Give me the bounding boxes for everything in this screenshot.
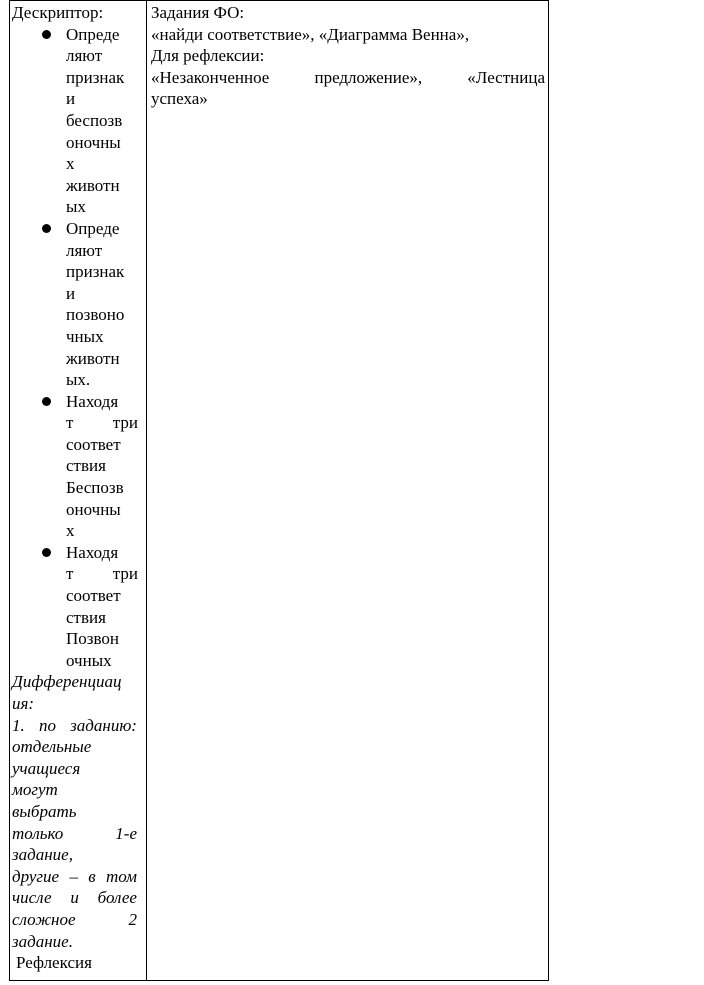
word: только (12, 823, 64, 843)
word: т (66, 413, 74, 433)
descriptor-item-text (66, 218, 138, 391)
word: 2 (128, 909, 137, 929)
text-line-justified (12, 909, 137, 931)
text-line-justified (12, 715, 137, 737)
descriptor-item (12, 542, 140, 672)
descriptor-item-text (66, 542, 138, 672)
text-line-justified (66, 563, 138, 585)
tasks-list: «найди соответствие», «Диаграмма Венна», (151, 24, 470, 44)
tasks-cell (151, 2, 545, 110)
text-line: чных (66, 326, 104, 346)
text-line: ых. (66, 370, 91, 390)
word: по (38, 715, 56, 735)
differentiation-block (12, 671, 137, 952)
word: три (112, 564, 138, 584)
bullet-icon (42, 397, 51, 406)
bullet-icon (42, 548, 51, 557)
text-line: Находя (66, 391, 119, 411)
word: т (66, 564, 74, 584)
text-line: признак (66, 262, 125, 282)
text-line: х (66, 154, 75, 174)
word: другие (12, 866, 60, 886)
descriptor-item (12, 24, 140, 218)
text-line: оночны (66, 132, 121, 152)
text-line: могут (12, 780, 58, 800)
column-divider (146, 1, 147, 980)
text-line: отдельные (12, 737, 92, 757)
descriptor-label: Дескриптор: (12, 3, 104, 22)
text-line: учащиеся (12, 758, 81, 778)
text-line: Находя (66, 542, 119, 562)
text-line: Беспозв (66, 478, 124, 498)
word: и (70, 888, 79, 908)
descriptor-item (12, 218, 140, 391)
reflection-methods-line-2: успеха» (151, 89, 208, 109)
text-line-justified (12, 823, 137, 845)
word: 1-е (115, 823, 137, 843)
bullet-icon (42, 30, 51, 39)
text-line-justified (12, 866, 137, 888)
descriptor-item (12, 391, 140, 542)
text-line: задание, (12, 845, 73, 865)
text-line: ляют (66, 46, 103, 66)
reflection-methods-line (151, 67, 545, 89)
text-line: Опреде (66, 218, 120, 238)
word: 1. (12, 715, 25, 735)
text-line: животн (66, 175, 120, 195)
text-line: ствия (66, 607, 106, 627)
text-line: соответ (66, 586, 121, 606)
text-line: беспозв (66, 110, 123, 130)
text-line: Дифференциац (12, 672, 122, 692)
text-line: животн (66, 348, 120, 368)
word: более (97, 888, 137, 908)
tasks-heading: Задания ФО: (151, 3, 245, 22)
text-line-justified (66, 412, 138, 434)
word: сложное (12, 909, 76, 929)
text-line: признак (66, 67, 125, 87)
text-line: соответ (66, 434, 121, 454)
word: в (88, 866, 96, 886)
descriptor-item-text (66, 24, 138, 218)
text-line: задание. (12, 931, 73, 951)
text-line: Позвон (66, 629, 120, 649)
word: – (69, 866, 78, 886)
descriptor-item-text (66, 391, 138, 542)
text-line: ствия (66, 456, 106, 476)
descriptor-list (12, 24, 140, 672)
text-line-justified (12, 887, 137, 909)
text-line: выбрать (12, 801, 77, 821)
bullet-icon (42, 224, 51, 233)
text-line: и (66, 89, 76, 109)
text-line: и (66, 283, 76, 303)
reflection-label: Рефлексия (16, 953, 92, 973)
reflection-method-word: предложение», (314, 67, 423, 87)
text-line: оночны (66, 499, 121, 519)
reflection-heading: Для рефлексии: (151, 46, 265, 66)
word: числе (12, 888, 52, 908)
text-line: очных (66, 650, 112, 670)
reflection-method-word: «Лестница (467, 67, 545, 87)
lesson-table (9, 0, 549, 981)
text-line: Опреде (66, 24, 120, 44)
word: том (105, 866, 137, 886)
text-line: ия: (12, 694, 35, 713)
text-line: ляют (66, 240, 103, 260)
text-line: ых (66, 197, 86, 217)
word: заданию: (70, 715, 137, 735)
reflection-method-word: «Незаконченное (151, 67, 270, 87)
text-line: позвоно (66, 305, 125, 325)
word: три (112, 413, 138, 433)
text-line: х (66, 521, 75, 541)
descriptor-cell (12, 2, 140, 974)
